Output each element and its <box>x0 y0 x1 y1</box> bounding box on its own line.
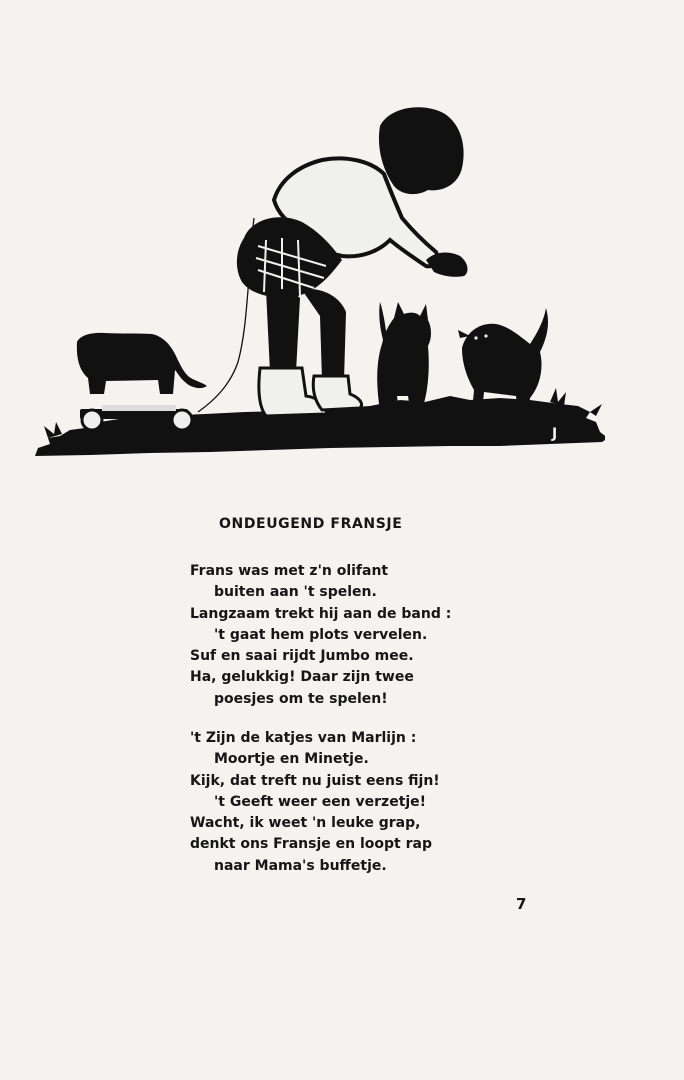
elephant-wheel <box>82 410 102 430</box>
poem-line: Ha, gelukkig! Daar zijn twee <box>190 669 414 686</box>
poem-line: naar Mama's buffetje. <box>214 857 387 874</box>
toy-elephant <box>77 333 207 394</box>
poem-line: Suf en saai rijdt Jumbo mee. <box>190 648 414 665</box>
poem-line: Kijk, dat treft nu juist eens fijn! <box>190 772 440 789</box>
poem-line: Moortje en Minetje. <box>214 751 369 768</box>
poem-line: 't Geeft weer een verzetje! <box>214 793 427 810</box>
poem-line: 't Zijn de katjes van Marlijn : <box>190 730 417 746</box>
poem-title: ONDEUGEND FRANSJE <box>219 516 403 532</box>
artist-monogram: J <box>552 426 558 442</box>
elephant-wheel <box>172 410 192 430</box>
poem-line: Wacht, ik weet 'n leuke grap, <box>190 815 421 832</box>
boy-shoe <box>313 376 361 410</box>
poem-line: buiten aan 't spelen. <box>214 584 377 601</box>
page-number: 7 <box>516 895 527 913</box>
boy-legs <box>266 288 346 380</box>
cat-silhouette <box>458 308 548 414</box>
poem-line: denkt ons Fransje en loopt rap <box>190 836 432 853</box>
poem-stanza-1 <box>190 561 451 710</box>
elephant-cart-top <box>102 405 176 411</box>
poem-line: Frans was met z'n olifant <box>190 563 389 579</box>
poem-line: 't gaat hem plots vervelen. <box>214 626 428 643</box>
poem-line: Langzaam trekt hij aan de band : <box>190 605 452 622</box>
poem-stanza-2 <box>190 728 440 877</box>
boy-head <box>379 107 464 194</box>
cat-silhouette <box>377 302 431 410</box>
silhouette-illustration <box>30 100 605 465</box>
poem-line: poesjes om te spelen! <box>214 690 388 707</box>
boy-hand <box>426 253 467 277</box>
